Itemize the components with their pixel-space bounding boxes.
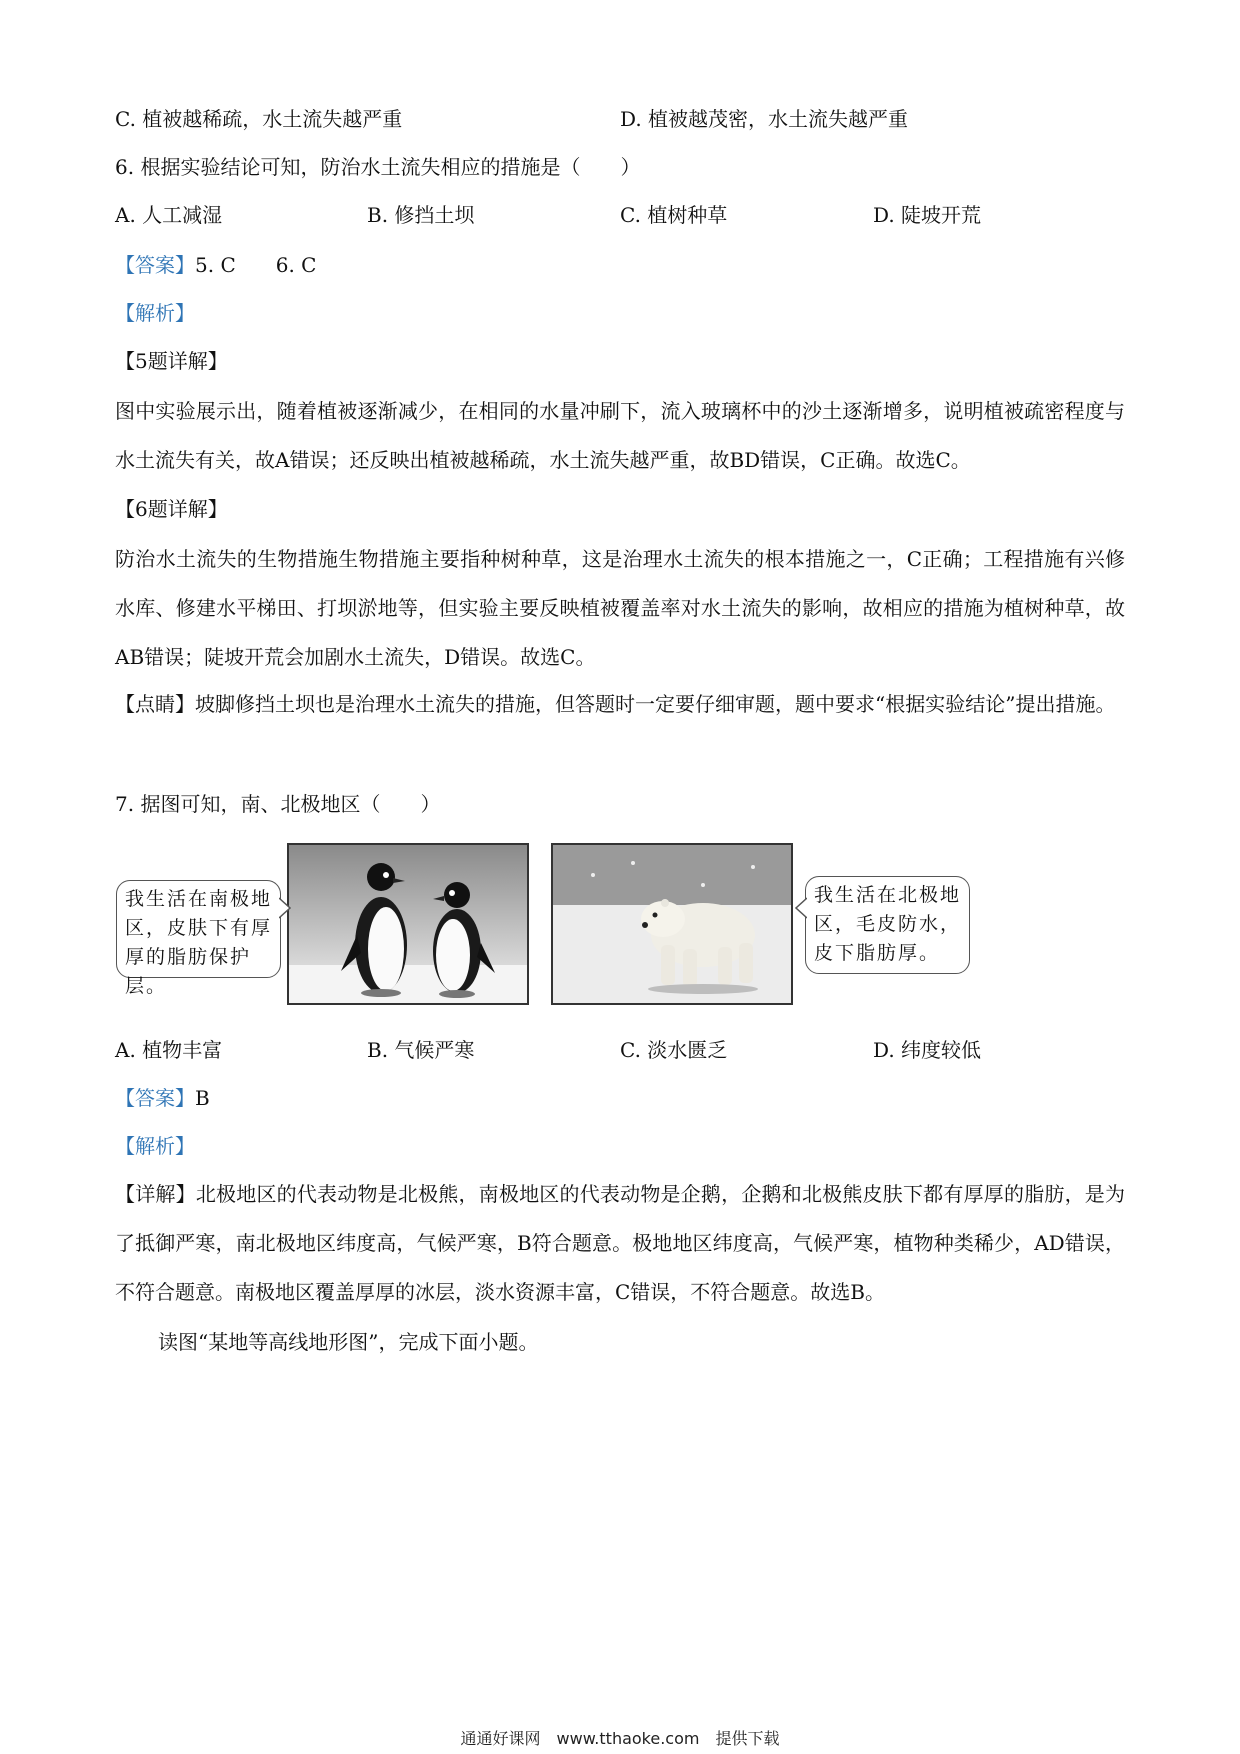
polar-bear-image	[553, 845, 791, 1003]
answer-5-6	[115, 250, 316, 280]
page-footer: 通通好课网 www.tthaoke.com 提供下载	[460, 1729, 780, 1748]
q6-options	[115, 200, 1125, 230]
q7-option-a: A. 植物丰富	[115, 1038, 223, 1062]
answer-7	[115, 1083, 210, 1113]
analysis-tag: 【解析】	[115, 301, 195, 325]
detail7-text: 北极地区的代表动物是北极熊，南极地区的代表动物是企鹅，企鹅和北极熊皮肤下都有厚厚的脂肪，是为了抵御严寒，南北极地区纬度高，气候严寒，B符合题意。极地地区纬度高，气候严寒，植物种类稀少，AD错误，不符合题意。南极地区覆盖厚厚的冰层，淡水资源丰富，C错误，不符合题意。故选B。	[115, 1182, 1126, 1304]
q5-option-c: C. 植被越稀疏，水土流失越严重	[115, 107, 403, 131]
q6-option-b: B. 修挡土坝	[367, 203, 475, 227]
q7-option-c: C. 淡水匮乏	[620, 1038, 728, 1062]
q7-options	[115, 1035, 1125, 1065]
q7-option-d: D. 纬度较低	[873, 1038, 982, 1062]
penguin-image	[289, 845, 527, 1003]
polar-bear-photo	[551, 843, 793, 1005]
q6-option-d: D. 陡坡开荒	[873, 203, 982, 227]
analysis-tag-7: 【解析】	[115, 1134, 195, 1158]
detail7-tag: 【详解】	[115, 1182, 196, 1206]
detail5-tag: 【5题详解】	[115, 349, 228, 373]
q7-option-b: B. 气候严寒	[367, 1038, 475, 1062]
answer-tag: 【答案】	[115, 253, 195, 277]
answer7-tag: 【答案】	[115, 1086, 195, 1110]
penguin-photo	[287, 843, 529, 1005]
q7-stem: 7. 据图可知，南、北极地区（ ）	[115, 792, 441, 816]
tip-tag: 【点睛】	[115, 692, 195, 716]
detail6-tag: 【6题详解】	[115, 497, 228, 521]
next-question-intro: 读图“某地等高线地形图”，完成下面小题。	[158, 1330, 539, 1354]
penguin-bubble-tail	[279, 896, 291, 920]
q5-option-d: D. 植被越茂密，水土流失越严重	[620, 107, 909, 131]
q6-option-a: A. 人工减湿	[115, 203, 223, 227]
penguin-speech-bubble: 我生活在南极地区，皮肤下有厚厚的脂肪保护层。	[116, 880, 281, 978]
q6-option-c: C. 植树种草	[620, 203, 728, 227]
answer-text: 5. C 6. C	[195, 253, 317, 277]
detail5-text: 图中实验展示出，随着植被逐渐减少，在相同的水量冲刷下，流入玻璃杯中的沙土逐渐增多，说明植被疏密程度与水土流失有关，故A错误；还反映出植被越稀疏，水土流失越严重，故BD错误，C正确。故选C。	[115, 399, 1125, 472]
q6-stem: 6. 根据实验结论可知，防治水土流失相应的措施是（ ）	[115, 155, 641, 179]
detail6-text: 防治水土流失的生物措施生物措施主要指种树种草，这是治理水土流失的根本措施之一，C正确；工程措施有兴修水库、修建水平梯田、打坝淤地等，但实验主要反映植被覆盖率对水土流失的影响，故相应的措施为植树种草，故AB错误；陡坡开荒会加剧水土流失，D错误。故选C。	[115, 547, 1125, 669]
q5-options-cd	[115, 104, 1125, 134]
bear-bubble-tail	[795, 896, 807, 920]
answer7-text: B	[195, 1086, 210, 1110]
tip-paragraph	[115, 680, 1125, 729]
tip-text: 坡脚修挡土坝也是治理水土流失的措施，但答题时一定要仔细审题，题中要求“根据实验结论”提出措施。	[195, 692, 1116, 716]
detail7-paragraph	[115, 1170, 1125, 1317]
bear-speech-bubble: 我生活在北极地区，毛皮防水，皮下脂肪厚。	[805, 876, 970, 974]
